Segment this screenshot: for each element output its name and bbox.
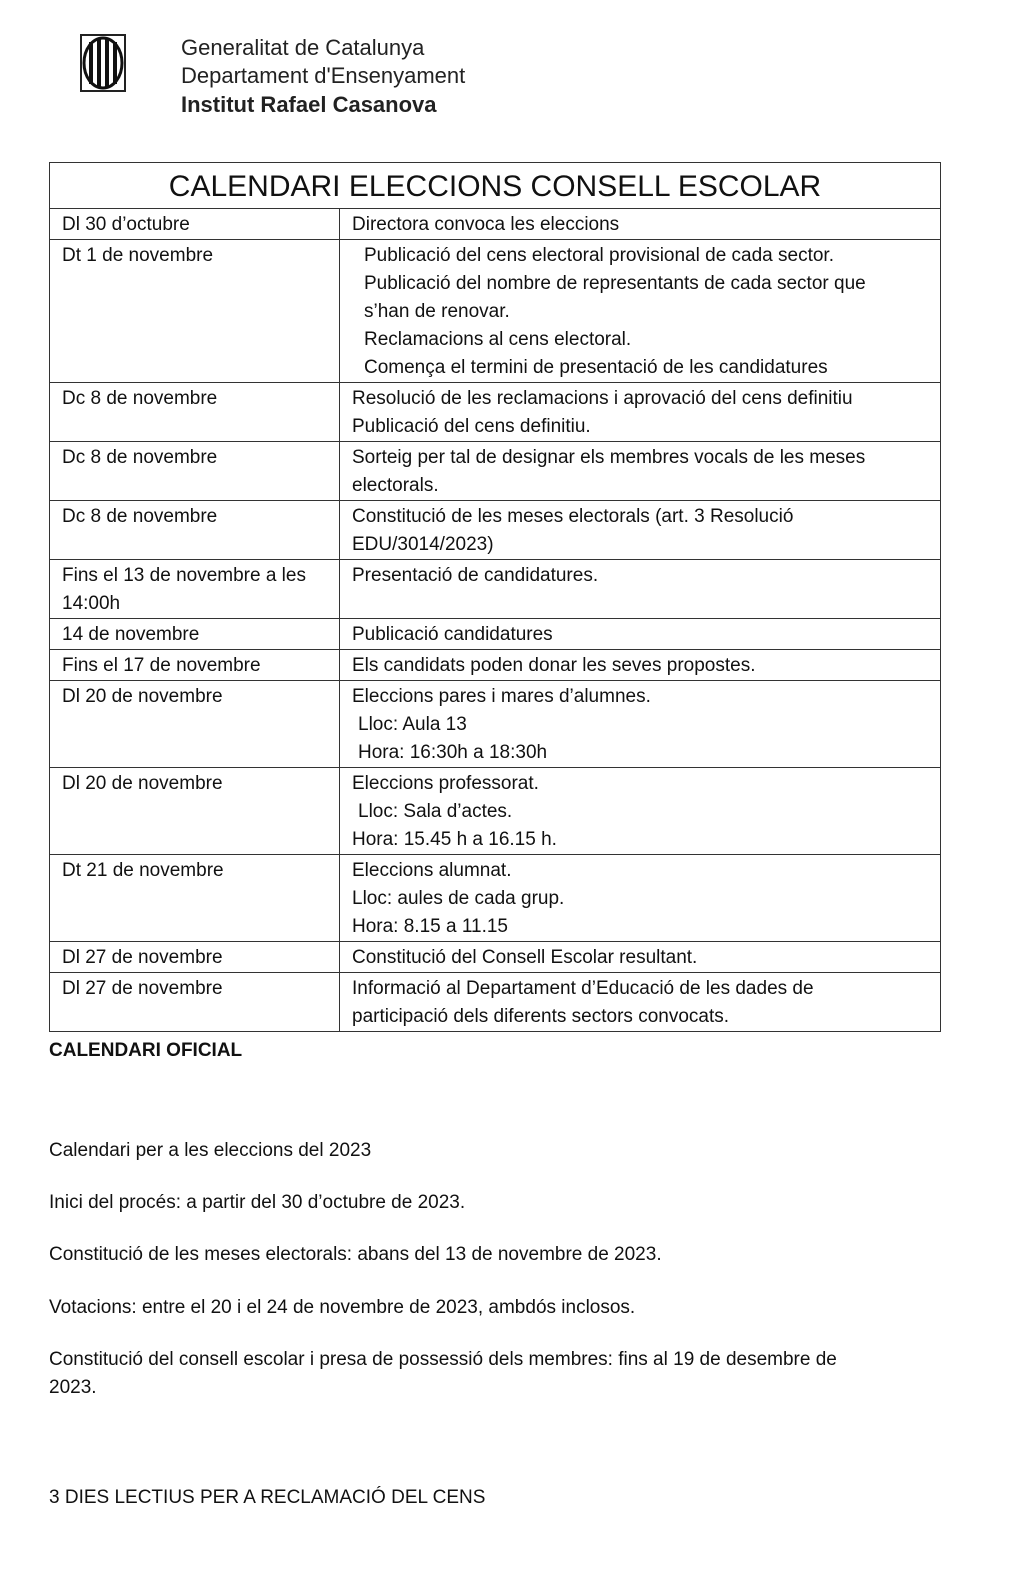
table-row xyxy=(50,619,941,650)
official-council: Constitució del consell escolar i presa de possessió dels membres: fins al 19 de desembre de xyxy=(49,1349,837,1370)
description-line: Reclamacions al cens electoral. xyxy=(364,329,632,350)
description-line: Eleccions alumnat. xyxy=(352,860,512,881)
row-description xyxy=(340,855,941,942)
description-line: Sorteig per tal de designar els membres vocals de les meses xyxy=(352,447,866,468)
table-row xyxy=(50,855,941,942)
row-date: Dl 20 de novembre xyxy=(50,768,340,855)
row-description xyxy=(340,383,941,442)
table-row xyxy=(50,768,941,855)
description-line: Eleccions pares i mares d’alumnes. xyxy=(352,686,651,707)
row-description xyxy=(340,240,941,383)
table-row xyxy=(50,942,941,973)
census-claim-note: 3 DIES LECTIUS PER A RECLAMACIÓ DEL CENS xyxy=(49,1487,486,1508)
description-line: s’han de renovar. xyxy=(364,301,510,322)
official-start: Inici del procés: a partir del 30 d’octubre de 2023. xyxy=(49,1192,466,1213)
row-description xyxy=(340,942,941,973)
table-row xyxy=(50,209,941,240)
row-description xyxy=(340,681,941,768)
official-heading: CALENDARI OFICIAL xyxy=(49,1040,243,1061)
row-description xyxy=(340,209,941,240)
table-row xyxy=(50,442,941,501)
description-line: Informació al Departament d’Educació de les dades de xyxy=(352,978,814,999)
row-date: Dl 27 de novembre xyxy=(50,973,340,1032)
official-intro: Calendari per a les eleccions del 2023 xyxy=(49,1140,372,1161)
row-date: Fins el 13 de novembre a les 14:00h xyxy=(50,560,340,619)
description-line: Publicació del nombre de representants de cada sector que xyxy=(364,273,866,294)
official-tables: Constitució de les meses electorals: abans del 13 de novembre de 2023. xyxy=(49,1244,662,1265)
row-description xyxy=(340,442,941,501)
description-line: Hora: 8.15 a 11.15 xyxy=(352,916,508,937)
description-line: Publicació del cens electoral provisional de cada sector. xyxy=(364,245,834,266)
description-line: Eleccions professorat. xyxy=(352,773,539,794)
description-line: Lloc: aules de cada grup. xyxy=(352,888,565,909)
description-line: Hora: 15.45 h a 16.15 h. xyxy=(352,829,557,850)
table-row xyxy=(50,560,941,619)
table-row xyxy=(50,681,941,768)
row-description xyxy=(340,973,941,1032)
row-date: Dt 21 de novembre xyxy=(50,855,340,942)
table-row xyxy=(50,973,941,1032)
row-date: Dl 27 de novembre xyxy=(50,942,340,973)
description-line: participació dels diferents sectors convocats. xyxy=(352,1006,730,1027)
row-description xyxy=(340,619,941,650)
description-line: Constitució del Consell Escolar resultant. xyxy=(352,947,698,968)
description-line: Els candidats poden donar les seves propostes. xyxy=(352,655,756,676)
row-description xyxy=(340,501,941,560)
election-calendar-table xyxy=(49,162,941,1032)
header-school: Institut Rafael Casanova xyxy=(181,92,437,117)
table-row xyxy=(50,650,941,681)
row-description xyxy=(340,768,941,855)
table-title: CALENDARI ELECCIONS CONSELL ESCOLAR xyxy=(50,163,941,209)
row-date: Dl 30 d’octubre xyxy=(50,209,340,240)
header-line-2: Departament d'Ensenyament xyxy=(181,63,466,88)
row-date: Dc 8 de novembre xyxy=(50,442,340,501)
description-line: Hora: 16:30h a 18:30h xyxy=(358,742,548,763)
row-date: Dt 1 de novembre xyxy=(50,240,340,383)
row-date: Dc 8 de novembre xyxy=(50,383,340,442)
generalitat-logo xyxy=(80,34,126,92)
row-date: 14 de novembre xyxy=(50,619,340,650)
row-date: Dl 20 de novembre xyxy=(50,681,340,768)
header-line-1: Generalitat de Catalunya xyxy=(181,35,425,60)
row-description xyxy=(340,560,941,619)
description-line: Directora convoca les eleccions xyxy=(352,214,620,235)
description-line: EDU/3014/2023) xyxy=(352,534,494,555)
row-description xyxy=(340,650,941,681)
table-row xyxy=(50,501,941,560)
description-line: Presentació de candidatures. xyxy=(352,565,599,586)
description-line: Constitució de les meses electorals (art. 3 Resolució xyxy=(352,506,794,527)
description-line: Lloc: Aula 13 xyxy=(358,714,467,735)
description-line: Lloc: Sala d’actes. xyxy=(358,801,513,822)
description-line: Publicació candidatures xyxy=(352,624,553,645)
description-line: electorals. xyxy=(352,475,439,496)
row-date: Dc 8 de novembre xyxy=(50,501,340,560)
table-row xyxy=(50,240,941,383)
row-date: Fins el 17 de novembre xyxy=(50,650,340,681)
official-council-cont: 2023. xyxy=(49,1377,97,1398)
description-line: Resolució de les reclamacions i aprovació del cens definitiu xyxy=(352,388,853,409)
description-line: Comença el termini de presentació de les candidatures xyxy=(364,357,828,378)
table-row xyxy=(50,383,941,442)
official-votes: Votacions: entre el 20 i el 24 de novembre de 2023, ambdós inclosos. xyxy=(49,1297,636,1318)
description-line: Publicació del cens definitiu. xyxy=(352,416,591,437)
